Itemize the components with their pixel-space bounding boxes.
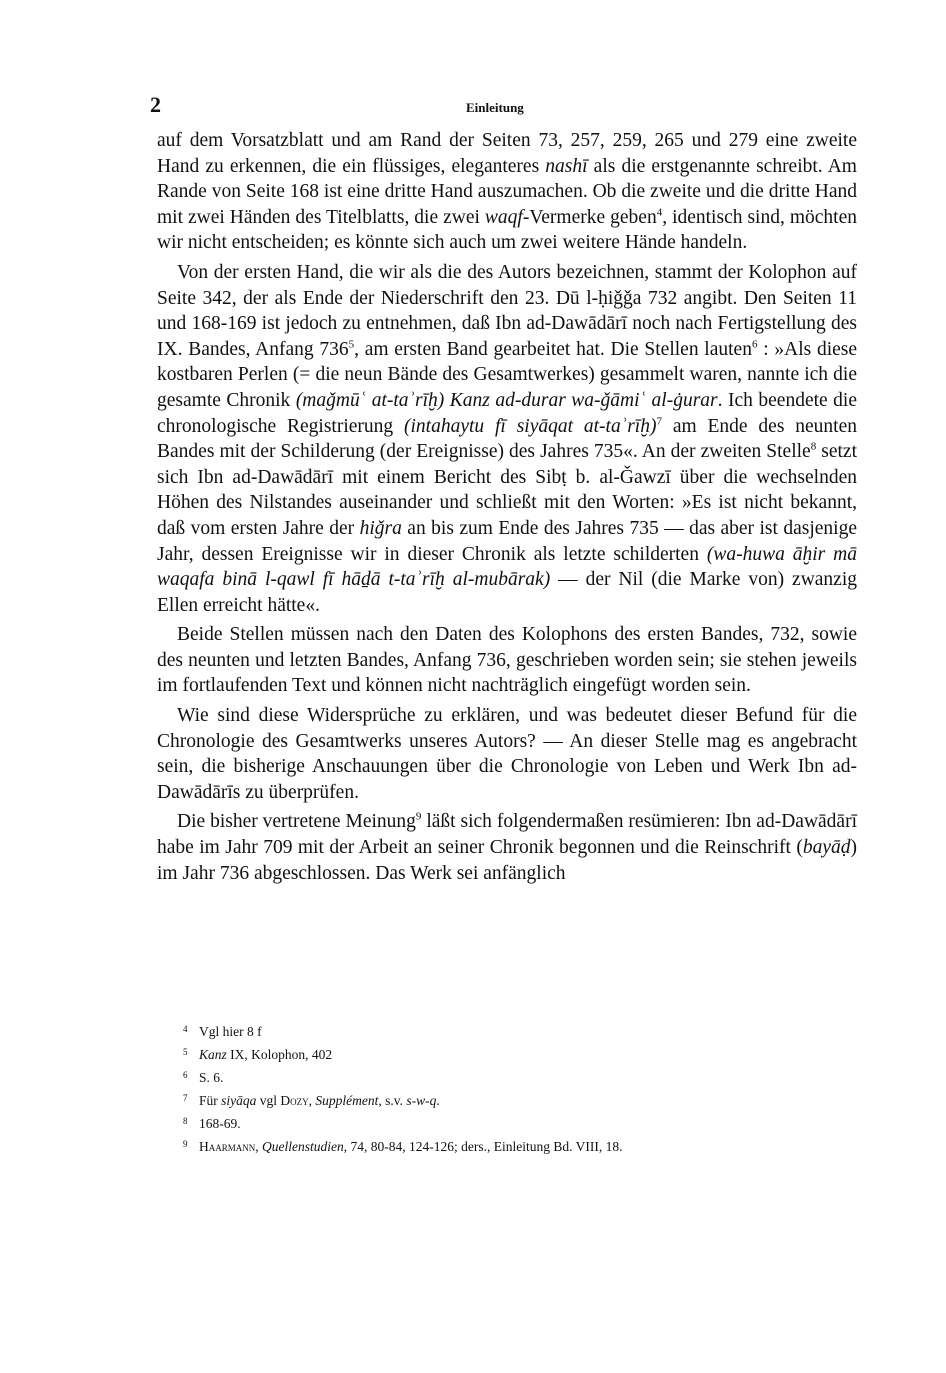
italic-term: waqf xyxy=(484,206,523,228)
text-run: Die bisher vertretene Meinung xyxy=(177,811,416,833)
paragraph-3: Beide Stellen müssen nach den Daten des Kolophons des ersten Bandes, 732, sowie des neunten und letzten Bandes, Anfang 736, geschrieben worden sein; sie stehen jeweils im fortlaufenden Text und können nicht nachträglich eingefügt worden sein. xyxy=(157,624,857,697)
text-run: , s.v. xyxy=(378,1093,407,1108)
footnote-ref: 7 xyxy=(656,415,662,428)
footnote-ref: 9 xyxy=(415,810,422,823)
text-run: . xyxy=(436,1093,440,1108)
text-run: : »Als diese kostbaren Perlen (= die neun Bände des Gesamtwerkes) gesammelt waren, nannte ich die gesamte Chronik xyxy=(157,338,858,411)
text-run: — der Nil (die Marke von) zwanzig Ellen erreicht hätte«. xyxy=(157,569,857,616)
italic-title: Quellenstudien xyxy=(262,1139,344,1154)
footnotes xyxy=(183,1021,843,1159)
footnote-5 xyxy=(183,1044,843,1067)
italic-term: nashī xyxy=(545,155,588,177)
text-run: , xyxy=(255,1139,263,1154)
italic-term: s-w-q xyxy=(406,1093,437,1108)
italic-term: hiǧra xyxy=(359,517,402,539)
paragraph-5 xyxy=(157,809,857,886)
text-run: , xyxy=(308,1093,316,1108)
text-run: als die erstgenannte schreibt. Am Rande von Seite 168 ist eine dritte Hand auszumachen. Ob die zweite und die dritte Hand mit zwei Händen des Titelblatts, die zwei xyxy=(157,155,857,228)
text-run: IX, Kolophon, 402 xyxy=(226,1047,333,1062)
footnote-mark: 6 xyxy=(183,1070,188,1080)
italic-term: bayāḍ xyxy=(802,837,851,859)
footnote-6 xyxy=(183,1067,843,1090)
footnote-mark: 4 xyxy=(183,1024,188,1034)
text-run: , 74, 80-84, 124-126; ders., Einleitung Bd. VIII, 18. xyxy=(343,1139,623,1154)
text-run: läßt sich folgendermaßen resümieren: Ibn ad-Dawādārī habe im Jahr 709 mit der Arbeit an seiner Chronik begonnen und die Reinschrift ( xyxy=(157,811,857,859)
page-number: 2 xyxy=(150,92,161,117)
footnote-7 xyxy=(183,1090,843,1113)
text-run: vgl xyxy=(256,1093,281,1108)
paragraph-4: Wie sind diese Widersprüche zu erklären, und was bedeutet dieser Befund für die Chronologie des Gesamtwerks unseres Autors? — An dieser Stelle mag es angebracht sein, die bisherige Anschauungen über die Chronologie von Leben und Werk Ibn ad-Dawādārīs zu überprüfen. xyxy=(157,705,857,803)
text-run: . Ich beendete die chronologische Registrierung xyxy=(157,389,857,437)
footnote-mark: 8 xyxy=(183,1116,188,1126)
italic-quote: (wa-huwa āḫir mā waqafa binā l-qawl fī hāḏā t-taʾrīḫ al-mubārak) xyxy=(157,543,857,591)
running-head: Einleitung xyxy=(466,100,524,115)
main-text xyxy=(157,128,857,886)
footnote-text xyxy=(199,1044,843,1065)
footnote-mark: 7 xyxy=(183,1093,188,1103)
italic-title: Kanz xyxy=(199,1047,227,1062)
footnote-ref: 4 xyxy=(656,206,663,219)
text-run: setzt sich Ibn ad-Dawādārī mit einem Bericht des Sibṭ b. al-Ǧawzī über die wechselnden Höhen des Nilstandes auseinander und schließt mit den Worten: »Es ist nicht bekannt, daß vom ersten Jahre der xyxy=(157,441,857,539)
footnote-text xyxy=(199,1090,843,1111)
text-run: -Vermerke geben xyxy=(522,206,657,228)
text-run: ) im Jahr 736 abgeschlossen. Das Werk sei anfänglich xyxy=(157,837,857,884)
footnote-4 xyxy=(183,1021,843,1044)
text-run: Von der ersten Hand, die wir als die des Autors bezeichnen, stammt der Kolophon auf Seite 342, der als Ende der Niederschrift den 23. Dū l-ḥiǧǧa 732 angibt. Den Seiten 11 und 168-169 ist jedoch zu entnehmen, daß Ibn ad-Dawādārī noch nach Fertigstellung des IX. Bandes, Anfang 736 xyxy=(157,261,857,360)
footnote-ref: 8 xyxy=(810,440,817,453)
footnote-text: 168-69. xyxy=(199,1116,241,1131)
text-run: am Ende des neunten Bandes mit der Schilderung (der Ereignisse) des Jahres 735«. An der zweiten Stelle xyxy=(157,415,858,463)
text-run: , am ersten Band gearbeitet hat. Die Stellen lauten xyxy=(354,338,752,360)
text-run: Für xyxy=(199,1093,222,1108)
text-run: auf dem Vorsatzblatt und am Rand der Seiten 73, 257, 259, 265 und 279 eine zweite Hand zu erkennen, die ein flüssiges, eleganteres xyxy=(157,130,857,177)
italic-quote: (intahaytu fī siyāqat at-taʾrīḫ) xyxy=(404,415,657,437)
footnote-text: S. 6. xyxy=(199,1070,224,1085)
text-run: , identisch sind, möchten wir nicht entscheiden; es könnte sich auch um zwei weitere Hände handeln. xyxy=(157,206,857,254)
footnote-text xyxy=(199,1136,843,1157)
paragraph-1 xyxy=(157,128,857,256)
italic-title: (maǧmūʿ at-taʾrīḫ) Kanz ad-durar wa-ǧāmiʿ al-ġurar xyxy=(295,389,718,411)
footnote-mark: 9 xyxy=(183,1139,188,1149)
paragraph-2 xyxy=(157,260,857,618)
text-run: an bis zum Ende des Jahres 735 — das aber ist dasjenige Jahr, dessen Ereignisse wir in dieser Chronik als letzte schilderten xyxy=(157,517,857,565)
author-name: Haarmann xyxy=(199,1139,256,1154)
footnote-text: Vgl hier 8 f xyxy=(199,1024,262,1039)
author-name: Dozy xyxy=(280,1093,309,1108)
italic-title: Supplément xyxy=(315,1093,379,1108)
footnote-ref: 5 xyxy=(348,338,355,351)
italic-term: siyāqa xyxy=(221,1093,257,1108)
footnote-9 xyxy=(183,1136,843,1159)
footnote-mark: 5 xyxy=(183,1047,188,1057)
footnote-8 xyxy=(183,1113,843,1136)
footnote-ref: 6 xyxy=(751,338,758,351)
